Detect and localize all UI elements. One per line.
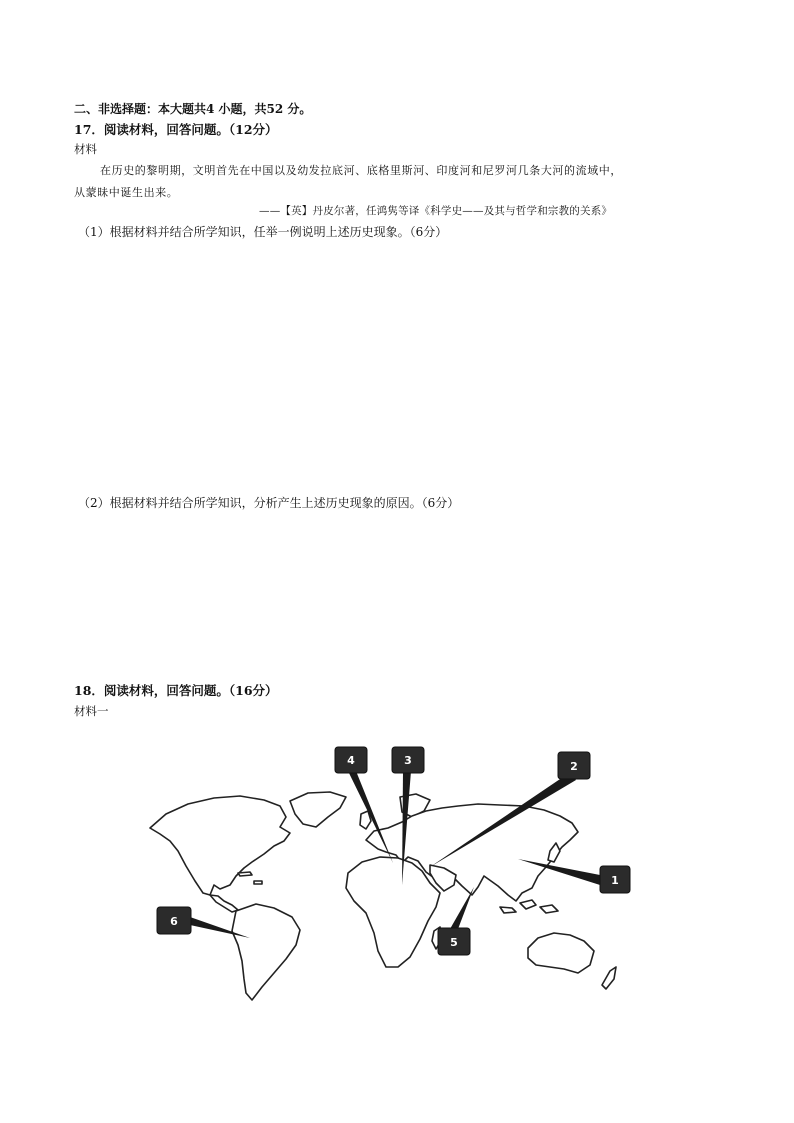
question-17-material-line-2: 从蒙昧中诞生出来。 — [74, 186, 179, 199]
question-17-material-label: 材料 — [74, 142, 97, 156]
map-marker-1-label: 1 — [611, 874, 619, 887]
map-australia — [528, 933, 594, 973]
question-18-title: 18．阅读材料，回答问题。（16分） — [74, 683, 278, 698]
map-central-america — [210, 895, 238, 912]
map-marker-5-label: 5 — [450, 936, 458, 949]
question-17-source-citation: ——【英】丹皮尔著，任鸿隽等译《科学史——及其与哲学和宗教的关系》 — [259, 205, 613, 217]
map-marker-3-label: 3 — [404, 754, 412, 767]
map-marker-4 — [335, 747, 367, 773]
map-south-america — [232, 904, 300, 1000]
map-marker-5 — [438, 928, 470, 955]
map-marker-2-label: 2 — [570, 760, 578, 773]
map-marker-6-label: 6 — [170, 915, 178, 928]
question-17-subquestion-2: （2）根据材料并结合所学知识，分析产生上述历史现象的原因。（6分） — [78, 496, 460, 510]
map-north-america — [150, 796, 290, 895]
question-17-subquestion-1: （1）根据材料并结合所学知识，任举一例说明上述历史现象。（6分） — [78, 225, 448, 239]
map-marker-3 — [392, 747, 424, 773]
map-africa — [346, 857, 440, 967]
question-18-material-label: 材料一 — [74, 704, 109, 718]
map-caribbean — [238, 872, 262, 884]
section-heading: 二、非选择题：本大题共4 小题，共52 分。 — [74, 102, 312, 116]
map-marker-4-label: 4 — [347, 754, 355, 767]
map-new-zealand — [602, 967, 616, 989]
map-indonesia — [500, 900, 558, 913]
question-17-material-line-1: 在历史的黎明期，文明首先在中国以及幼发拉底河、底格里斯河、印度河和尼罗河几条大河的流域中， — [100, 164, 622, 177]
world-map — [140, 735, 650, 1010]
map-marker-2 — [558, 752, 590, 779]
question-17-title: 17．阅读材料，回答问题。（12分） — [74, 122, 278, 137]
map-greenland — [290, 792, 346, 827]
map-marker-6 — [157, 907, 191, 934]
map-marker-1 — [600, 866, 630, 893]
